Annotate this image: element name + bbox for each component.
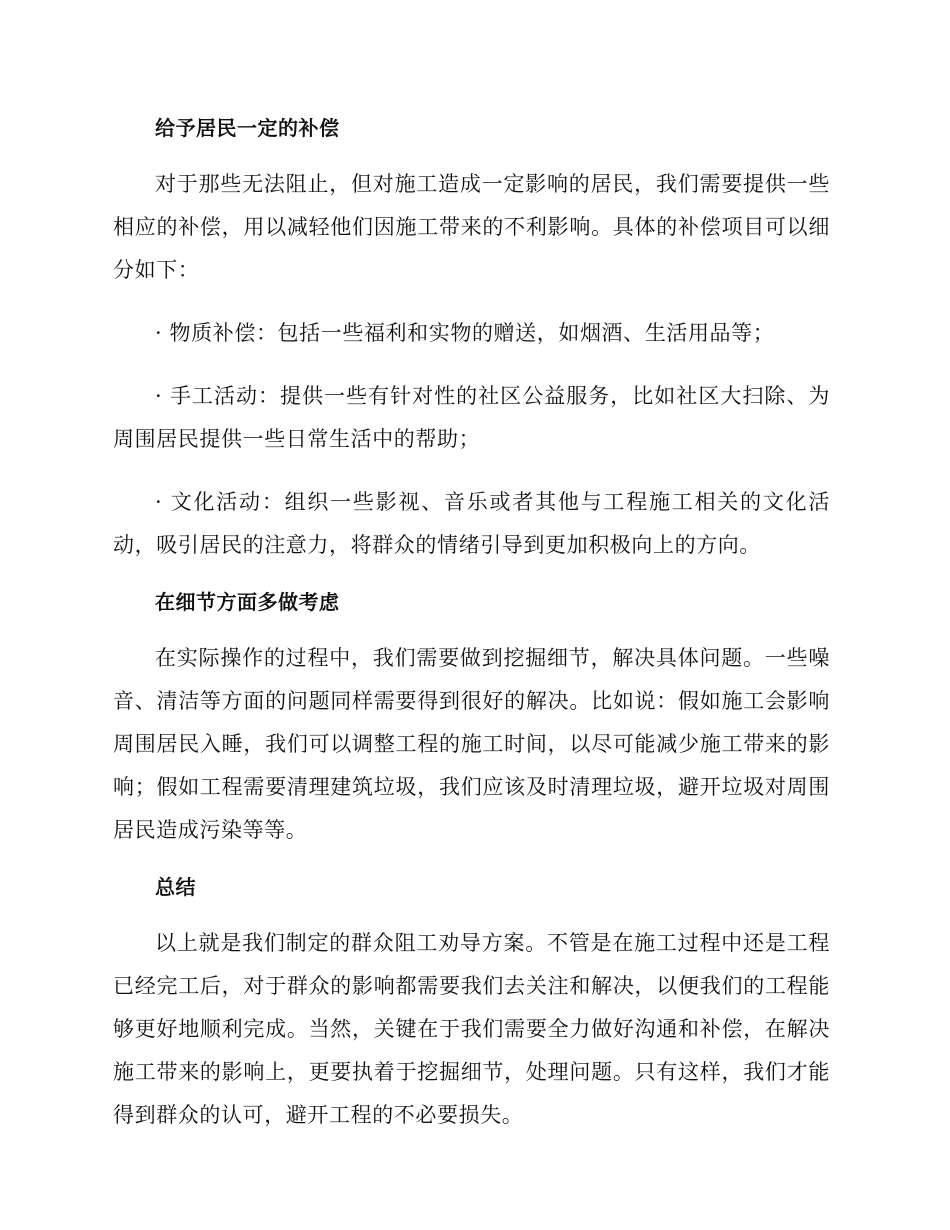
bullet-handwork-activity: · 手工活动：提供一些有针对性的社区公益服务，比如社区大扫除、为周围居民提供一些日常生活中的帮助；	[113, 384, 830, 451]
section-heading-summary: 总结	[155, 875, 196, 899]
bullet-cultural-activity: · 文化活动：组织一些影视、音乐或者其他与工程施工相关的文化活动，吸引居民的注意力，将群众的情绪引导到更加积极向上的方向。	[113, 490, 830, 557]
paragraph-summary: 以上就是我们制定的群众阻工劝导方案。不管是在施工过程中还是工程已经完工后，对于群众的影响都需要我们去关注和解决，以便我们的工程能够更好地顺利完成。当然，关键在于我们需要全力做好沟通和补偿，在解决施工带来的影响上，更要执着于挖掘细节，处理问题。只有这样，我们才能得到群众的认可，避开工程的不必要损失。	[113, 931, 830, 1127]
paragraph-compensation-intro: 对于那些无法阻止，但对施工造成一定影响的居民，我们需要提供一些相应的补偿，用以减轻他们因施工带来的不利影响。具体的补偿项目可以细分如下：	[113, 172, 830, 282]
bullet-material-compensation: · 物质补偿：包括一些福利和实物的赠送，如烟酒、生活用品等；	[155, 321, 775, 345]
section-heading-details: 在细节方面多做考虑	[155, 590, 340, 614]
paragraph-details: 在实际操作的过程中，我们需要做到挖掘细节，解决具体问题。一些噪音、清洁等方面的问题同样需要得到很好的解决。比如说：假如施工会影响周围居民入睡，我们可以调整工程的施工时间，以尽可能减少施工带来的影响；假如工程需要清理建筑垃圾，我们应该及时清理垃圾，避开垃圾对周围居民造成污染等等。	[113, 646, 830, 842]
document-body	[113, 107, 830, 1137]
section-heading-compensation: 给予居民一定的补偿	[155, 116, 340, 140]
